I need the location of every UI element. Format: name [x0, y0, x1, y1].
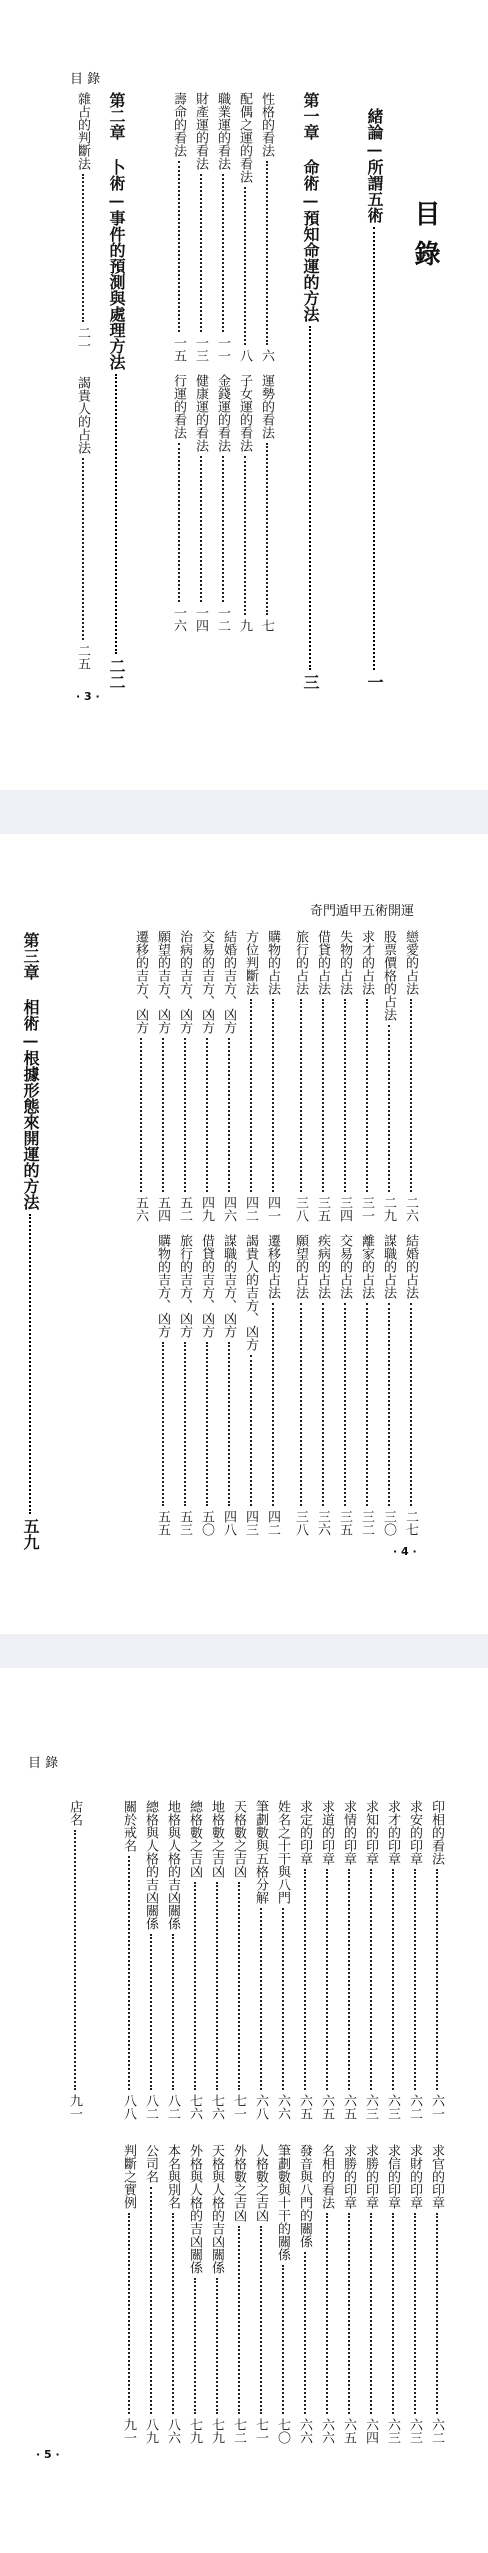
- entry-page: 一一: [215, 336, 230, 362]
- toc-entry[interactable]: [194, 374, 207, 632]
- leader-dots: [184, 1038, 186, 1192]
- leader-dots: [282, 1908, 284, 2090]
- entry-label: 謁貴人的占法: [75, 376, 90, 454]
- leader-dots: [140, 1038, 142, 1192]
- chapter-entry[interactable]: [108, 92, 124, 690]
- entry-page: 五五: [155, 1510, 170, 1536]
- entry-label: 本名與別名: [165, 2144, 180, 2209]
- toc-entry[interactable]: [364, 1800, 377, 2120]
- leader-dots: [238, 1882, 240, 2090]
- entry-label: 結婚的占法: [403, 1234, 418, 1299]
- leader-dots: [388, 1025, 390, 1192]
- leader-dots: [29, 1214, 31, 1514]
- entry-page: 六一: [429, 2094, 444, 2120]
- leader-dots: [172, 1934, 174, 2090]
- toc-entry[interactable]: [316, 930, 329, 1222]
- chapter-entry[interactable]: [366, 108, 382, 690]
- page-gap: [0, 790, 488, 834]
- entry-label: 謀職的占法: [381, 1234, 396, 1299]
- toc-entry[interactable]: [178, 1234, 191, 1536]
- leader-dots: [304, 1869, 306, 2090]
- entry-label: 公司名: [143, 2144, 158, 2183]
- toc-entry[interactable]: [260, 92, 273, 362]
- entry-page: 六三: [385, 2418, 400, 2444]
- toc-entry[interactable]: [194, 92, 207, 362]
- entry-label: 遷移的吉方、凶方: [133, 930, 148, 1034]
- chapter-entry[interactable]: [22, 932, 38, 1550]
- entry-page: 二六: [403, 1196, 418, 1222]
- entry-label: 失物的占法: [337, 930, 352, 995]
- entry-page: 三〇: [381, 1510, 396, 1536]
- entry-label: 離家的占法: [359, 1234, 374, 1299]
- entry-page: 四三: [243, 1510, 258, 1536]
- leader-dots: [366, 999, 368, 1192]
- leader-dots: [172, 2213, 174, 2414]
- page-number: · 3 ·: [76, 690, 100, 703]
- entry-label: 人格數之吉凶: [253, 2144, 268, 2222]
- leader-dots: [366, 1303, 368, 1506]
- leader-dots: [250, 999, 252, 1192]
- entry-label: 總格數之吉凶: [187, 1800, 202, 1878]
- entry-label: 交易的占法: [337, 1234, 352, 1299]
- leader-dots: [128, 2213, 130, 2414]
- entry-label: 姓名之十干與八門: [275, 1800, 290, 1904]
- entry-label: 財產運的看法: [193, 92, 208, 170]
- running-head: 目 錄: [28, 1756, 59, 1771]
- leader-dots: [74, 1830, 76, 2090]
- entry-label: 印相的看法: [429, 1800, 444, 1865]
- toc-entry[interactable]: [76, 376, 89, 670]
- entry-page: 五九: [21, 1518, 40, 1550]
- toc-entry[interactable]: [266, 1234, 279, 1536]
- leader-dots: [266, 443, 268, 615]
- toc-entry[interactable]: [222, 1234, 235, 1536]
- toc-entry[interactable]: [254, 2144, 267, 2444]
- leader-dots: [300, 1303, 302, 1506]
- entry-label: 旅行的吉方、凶方: [177, 1234, 192, 1338]
- toc-entry[interactable]: [232, 1800, 245, 2120]
- entry-label: 健康運的看法: [193, 374, 208, 452]
- toc-entry[interactable]: [166, 1800, 179, 2120]
- toc-entry[interactable]: [298, 2144, 311, 2444]
- entry-label: 店名: [67, 1800, 82, 1826]
- entry-page: 八: [237, 349, 252, 362]
- entry-page: 一五: [171, 336, 186, 362]
- page-title: 目錄: [410, 200, 440, 280]
- leader-dots: [392, 1869, 394, 2090]
- entry-label: 謁貴人的吉方、凶方: [243, 1234, 258, 1351]
- entry-label: 筆劃數與十干的關係: [275, 2144, 290, 2261]
- entry-page: 五四: [155, 1196, 170, 1222]
- toc-entry[interactable]: [68, 1800, 81, 2120]
- leader-dots: [300, 999, 302, 1192]
- entry-label: 求安的印章: [407, 1800, 422, 1865]
- entry-page: 六六: [275, 2094, 290, 2120]
- entry-page: 三一: [359, 1196, 374, 1222]
- entry-label: 第一章 命術—預知命運的方法: [301, 92, 320, 322]
- entry-page: 三五: [315, 1196, 330, 1222]
- entry-label: 求勝的印章: [363, 2144, 378, 2209]
- entry-label: 運勢的看法: [259, 374, 274, 439]
- entry-page: 四九: [199, 1196, 214, 1222]
- entry-label: 地格數之吉凶: [209, 1800, 224, 1878]
- toc-entry[interactable]: [266, 930, 279, 1222]
- entry-label: 地格與人格的吉凶關係: [165, 1800, 180, 1930]
- leader-dots: [216, 2278, 218, 2414]
- leader-dots: [244, 187, 246, 345]
- toc-entry[interactable]: [430, 2144, 443, 2444]
- entry-page: 二五: [75, 644, 90, 670]
- leader-dots: [322, 1303, 324, 1506]
- leader-dots: [260, 1908, 262, 2090]
- entry-page: 六三: [363, 2094, 378, 2120]
- toc-entry[interactable]: [188, 1800, 201, 2120]
- leader-dots: [373, 227, 375, 670]
- entry-page: 七六: [187, 2094, 202, 2120]
- toc-entry[interactable]: [294, 1234, 307, 1536]
- toc-entry[interactable]: [254, 1800, 267, 2120]
- entry-page: 八九: [143, 2418, 158, 2444]
- toc-entry[interactable]: [382, 1234, 395, 1536]
- entry-label: 結婚的吉方、凶方: [221, 930, 236, 1034]
- entry-label: 交易的吉方、凶方: [199, 930, 214, 1034]
- entry-page: 七九: [209, 2418, 224, 2444]
- leader-dots: [282, 2265, 284, 2414]
- toc-entry[interactable]: [200, 930, 213, 1222]
- entry-label: 旅行的占法: [293, 930, 308, 995]
- leader-dots: [82, 174, 84, 322]
- toc-entry[interactable]: [210, 2144, 223, 2444]
- leader-dots: [272, 1303, 274, 1506]
- entry-label: 壽命的看法: [171, 92, 186, 157]
- entry-label: 求才的印章: [385, 1800, 400, 1865]
- entry-label: 雜占的判斷法: [75, 92, 90, 170]
- leader-dots: [326, 1869, 328, 2090]
- entry-label: 治病的吉方、凶方: [177, 930, 192, 1034]
- entry-page: 七九: [187, 2418, 202, 2444]
- entry-page: 七: [259, 619, 274, 632]
- entry-label: 購物的吉方、凶方: [155, 1234, 170, 1338]
- leader-dots: [200, 174, 202, 332]
- running-head: 目 錄: [70, 72, 101, 87]
- entry-label: 求信的印章: [385, 2144, 400, 2209]
- toc-entry[interactable]: [360, 930, 373, 1222]
- leader-dots: [178, 443, 180, 602]
- entry-label: 求官的印章: [429, 2144, 444, 2209]
- entry-page: 三六: [315, 1510, 330, 1536]
- entry-label: 行運的看法: [171, 374, 186, 439]
- page-gap: [0, 1634, 488, 1668]
- entry-label: 第三章 相術—根據形態來開運的方法: [21, 932, 40, 1210]
- toc-entry[interactable]: [122, 2144, 135, 2444]
- entry-page: 六二: [429, 2418, 444, 2444]
- entry-label: 外格數之吉凶: [231, 2144, 246, 2222]
- toc-entry[interactable]: [276, 1800, 289, 2120]
- entry-page: 八二: [165, 2094, 180, 2120]
- leader-dots: [115, 374, 117, 654]
- leader-dots: [194, 2278, 196, 2414]
- entry-label: 緒論—所謂五術: [365, 108, 384, 223]
- entry-page: 六五: [297, 2094, 312, 2120]
- entry-page: 九: [237, 619, 252, 632]
- toc-entry[interactable]: [404, 930, 417, 1222]
- chapter-entry[interactable]: [302, 92, 318, 690]
- entry-label: 判斷之實例: [121, 2144, 136, 2209]
- page-number: · 5 ·: [36, 2448, 60, 2461]
- leader-dots: [272, 999, 274, 1192]
- leader-dots: [304, 2252, 306, 2414]
- toc-entry[interactable]: [408, 2144, 421, 2444]
- entry-label: 名相的看法: [319, 2144, 334, 2209]
- entry-page: 六八: [253, 2094, 268, 2120]
- entry-page: 七一: [231, 2094, 246, 2120]
- leader-dots: [436, 2213, 438, 2414]
- entry-page: 二九: [381, 1196, 396, 1222]
- leader-dots: [388, 1303, 390, 1506]
- entry-page: 七一: [253, 2418, 268, 2444]
- entry-page: 八八: [121, 2094, 136, 2120]
- toc-entry[interactable]: [386, 2144, 399, 2444]
- toc-entry[interactable]: [320, 2144, 333, 2444]
- entry-page: 二一: [75, 326, 90, 352]
- entry-label: 發音與八門的關係: [297, 2144, 312, 2248]
- toc-entry[interactable]: [260, 374, 273, 632]
- toc-entry[interactable]: [430, 1800, 443, 2120]
- entry-page: 七〇: [275, 2418, 290, 2444]
- entry-label: 天格數之吉凶: [231, 1800, 246, 1878]
- entry-page: 六二: [407, 2094, 422, 2120]
- toc-entry[interactable]: [134, 930, 147, 1222]
- toc-entry[interactable]: [210, 1800, 223, 2120]
- leader-dots: [322, 999, 324, 1192]
- leader-dots: [162, 1038, 164, 1192]
- entry-label: 求定的印章: [297, 1800, 312, 1865]
- leader-dots: [370, 1869, 372, 2090]
- toc-entry[interactable]: [298, 1800, 311, 2120]
- entry-label: 謀職的吉方、凶方: [221, 1234, 236, 1338]
- toc-entry[interactable]: [156, 1234, 169, 1536]
- entry-page: 三八: [293, 1196, 308, 1222]
- leader-dots: [228, 1342, 230, 1506]
- leader-dots: [244, 456, 246, 615]
- entry-page: 五〇: [199, 1510, 214, 1536]
- toc-entry[interactable]: [316, 1234, 329, 1536]
- leader-dots: [228, 1038, 230, 1192]
- leader-dots: [206, 1342, 208, 1506]
- entry-page: 三八: [293, 1510, 308, 1536]
- toc-entry[interactable]: [244, 1234, 257, 1536]
- leader-dots: [238, 2226, 240, 2414]
- entry-page: 六四: [363, 2418, 378, 2444]
- leader-dots: [309, 326, 311, 670]
- entry-page: 六六: [297, 2418, 312, 2444]
- toc-entry[interactable]: [178, 930, 191, 1222]
- leader-dots: [250, 1355, 252, 1506]
- entry-label: 外格與人格的吉凶關係: [187, 2144, 202, 2274]
- entry-page: 八二: [143, 2094, 158, 2120]
- entry-page: 四二: [265, 1510, 280, 1536]
- entry-page: 六五: [319, 2094, 334, 2120]
- toc-entry[interactable]: [172, 92, 185, 362]
- running-head: 奇門遁甲五術開運: [310, 904, 415, 919]
- leader-dots: [260, 2226, 262, 2414]
- toc-entry[interactable]: [216, 374, 229, 632]
- leader-dots: [184, 1342, 186, 1506]
- toc-entry[interactable]: [342, 1800, 355, 2120]
- leader-dots: [344, 1303, 346, 1506]
- leader-dots: [414, 1869, 416, 2090]
- entry-label: 股票價格的占法: [381, 930, 396, 1021]
- toc-entry[interactable]: [238, 92, 251, 362]
- entry-label: 求情的印章: [341, 1800, 356, 1865]
- entry-label: 筆劃數與五格分解: [253, 1800, 268, 1904]
- toc-entry[interactable]: [360, 1234, 373, 1536]
- entry-page: 一四: [193, 606, 208, 632]
- toc-entry[interactable]: [404, 1234, 417, 1536]
- toc-entry[interactable]: [364, 2144, 377, 2444]
- toc-entry[interactable]: [156, 930, 169, 1222]
- leader-dots: [348, 2213, 350, 2414]
- page-number: · 4 ·: [393, 1545, 417, 1558]
- entry-label: 求才的占法: [359, 930, 374, 995]
- entry-page: 九一: [121, 2418, 136, 2444]
- entry-page: 五六: [133, 1196, 148, 1222]
- toc-entry[interactable]: [172, 374, 185, 632]
- toc-entry[interactable]: [200, 1234, 213, 1536]
- leader-dots: [150, 2187, 152, 2414]
- entry-label: 金錢運的看法: [215, 374, 230, 452]
- toc-entry[interactable]: [222, 930, 235, 1222]
- toc-entry[interactable]: [216, 92, 229, 362]
- entry-page: 八六: [165, 2418, 180, 2444]
- entry-page: 三: [301, 674, 320, 690]
- toc-entry[interactable]: [144, 1800, 157, 2120]
- entry-label: 願望的占法: [293, 1234, 308, 1299]
- entry-page: 一: [365, 674, 384, 690]
- entry-label: 疾病的占法: [315, 1234, 330, 1299]
- toc-entry[interactable]: [166, 2144, 179, 2444]
- leader-dots: [392, 2213, 394, 2414]
- entry-page: 一二: [215, 606, 230, 632]
- entry-page: 六六: [319, 2418, 334, 2444]
- entry-label: 第二章 卜術—事件的預測與處理方法: [107, 92, 126, 370]
- toc-entry[interactable]: [338, 1234, 351, 1536]
- toc-entry[interactable]: [244, 930, 257, 1222]
- entry-label: 方位判斷法: [243, 930, 258, 995]
- entry-page: 二七: [403, 1510, 418, 1536]
- entry-label: 子女運的看法: [237, 374, 252, 452]
- entry-label: 借貸的吉方、凶方: [199, 1234, 214, 1338]
- leader-dots: [326, 2213, 328, 2414]
- leader-dots: [178, 161, 180, 332]
- entry-label: 戀愛的占法: [403, 930, 418, 995]
- leader-dots: [370, 2213, 372, 2414]
- entry-page: 九一: [67, 2094, 82, 2120]
- toc-entry[interactable]: [122, 1800, 135, 2120]
- leader-dots: [410, 1303, 412, 1506]
- leader-dots: [200, 456, 202, 602]
- leader-dots: [266, 161, 268, 345]
- entry-label: 求勝的印章: [341, 2144, 356, 2209]
- entry-label: 求道的印章: [319, 1800, 334, 1865]
- leader-dots: [128, 1856, 130, 2090]
- entry-page: 七二: [231, 2418, 246, 2444]
- toc-entry[interactable]: [144, 2144, 157, 2444]
- entry-page: 五二: [177, 1196, 192, 1222]
- leader-dots: [150, 1934, 152, 2090]
- entry-page: 三五: [337, 1510, 352, 1536]
- entry-page: 四二: [243, 1196, 258, 1222]
- toc-entry[interactable]: [188, 2144, 201, 2444]
- toc-entry[interactable]: [338, 930, 351, 1222]
- entry-label: 願望的吉方、凶方: [155, 930, 170, 1034]
- toc-entry[interactable]: [342, 2144, 355, 2444]
- entry-label: 求知的印章: [363, 1800, 378, 1865]
- entry-page: 四六: [221, 1196, 236, 1222]
- entry-page: 二二: [107, 658, 126, 690]
- toc-entry[interactable]: [76, 92, 89, 352]
- leader-dots: [216, 1882, 218, 2090]
- entry-page: 六: [259, 349, 274, 362]
- entry-page: 三二: [359, 1510, 374, 1536]
- leader-dots: [194, 1882, 196, 2090]
- entry-label: 天格與人格的吉凶關係: [209, 2144, 224, 2274]
- entry-label: 遷移的占法: [265, 1234, 280, 1299]
- leader-dots: [82, 458, 84, 640]
- leader-dots: [348, 1869, 350, 2090]
- toc-entry[interactable]: [276, 2144, 289, 2444]
- entry-page: 一三: [193, 336, 208, 362]
- entry-page: 一六: [171, 606, 186, 632]
- toc-entry[interactable]: [238, 374, 251, 632]
- entry-page: 四一: [265, 1196, 280, 1222]
- entry-label: 求財的印章: [407, 2144, 422, 2209]
- entry-page: 六三: [385, 2094, 400, 2120]
- toc-entry[interactable]: [294, 930, 307, 1222]
- leader-dots: [206, 1038, 208, 1192]
- entry-page: 六五: [341, 2418, 356, 2444]
- entry-label: 借貸的占法: [315, 930, 330, 995]
- leader-dots: [414, 2213, 416, 2414]
- entry-label: 總格與人格的吉凶關係: [143, 1800, 158, 1930]
- leader-dots: [222, 456, 224, 602]
- leader-dots: [344, 999, 346, 1192]
- toc-entry[interactable]: [386, 1800, 399, 2120]
- toc-entry[interactable]: [408, 1800, 421, 2120]
- entry-page: 六五: [341, 2094, 356, 2120]
- entry-page: 六三: [407, 2418, 422, 2444]
- entry-label: 職業運的看法: [215, 92, 230, 170]
- toc-entry[interactable]: [232, 2144, 245, 2444]
- toc-entry[interactable]: [382, 930, 395, 1222]
- entry-label: 性格的看法: [259, 92, 274, 157]
- leader-dots: [436, 1869, 438, 2090]
- leader-dots: [222, 174, 224, 332]
- entry-label: 關於戒名: [121, 1800, 136, 1852]
- entry-page: 七六: [209, 2094, 224, 2120]
- leader-dots: [162, 1342, 164, 1506]
- entry-page: 四八: [221, 1510, 236, 1536]
- entry-page: 三四: [337, 1196, 352, 1222]
- entry-page: 五三: [177, 1510, 192, 1536]
- leader-dots: [410, 999, 412, 1192]
- entry-label: 配偶之運的看法: [237, 92, 252, 183]
- toc-entry[interactable]: [320, 1800, 333, 2120]
- entry-label: 購物的占法: [265, 930, 280, 995]
